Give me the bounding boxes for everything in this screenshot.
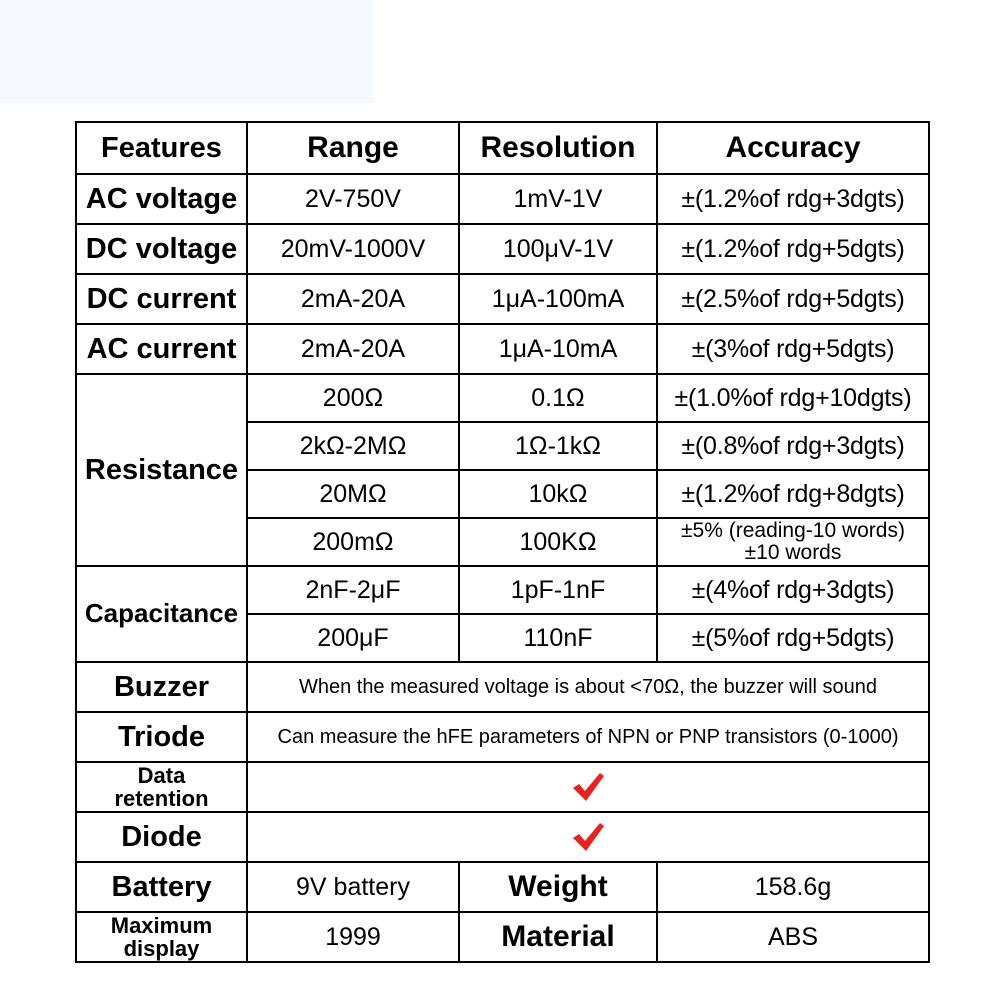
header-features: Features xyxy=(76,122,247,174)
table-row xyxy=(76,324,929,374)
feature-label-line-1: Maximum xyxy=(110,912,213,938)
header-accuracy: Accuracy xyxy=(657,122,929,174)
accuracy-line-2: ±10 words xyxy=(744,541,842,564)
feature-ac-current: AC current xyxy=(76,324,247,374)
table-row xyxy=(76,374,929,422)
accuracy-cell: ±(1.2%of rdg+3dgts) xyxy=(657,174,929,224)
battery-value: 9V battery xyxy=(247,862,459,912)
data-retention-support xyxy=(247,762,929,812)
header-resolution: Resolution xyxy=(459,122,657,174)
resolution-cell: 100μV-1V xyxy=(459,224,657,274)
feature-dc-voltage: DC voltage xyxy=(76,224,247,274)
feature-label-line-2: retention xyxy=(114,786,209,811)
corner-background-block xyxy=(0,0,374,103)
feature-buzzer: Buzzer xyxy=(76,662,247,712)
resolution-cell: 1pF-1nF xyxy=(459,566,657,614)
feature-resistance: Resistance xyxy=(76,374,247,566)
feature-ac-voltage: AC voltage xyxy=(76,174,247,224)
resolution-cell: 10kΩ xyxy=(459,470,657,518)
range-cell: 2nF-2μF xyxy=(247,566,459,614)
resolution-cell: 100KΩ xyxy=(459,518,657,566)
diode-support xyxy=(247,812,929,862)
resolution-cell: 1μA-10mA xyxy=(459,324,657,374)
feature-diode: Diode xyxy=(76,812,247,862)
feature-triode: Triode xyxy=(76,712,247,762)
max-display-value: 1999 xyxy=(247,912,459,962)
triode-description: Can measure the hFE parameters of NPN or PNP transistors (0-1000) xyxy=(247,712,929,762)
spec-table xyxy=(75,121,930,963)
table-row xyxy=(76,712,929,762)
feature-capacitance: Capacitance xyxy=(76,566,247,662)
material-value: ABS xyxy=(657,912,929,962)
resolution-cell: 110nF xyxy=(459,614,657,662)
range-cell: 20mV-1000V xyxy=(247,224,459,274)
range-cell: 20MΩ xyxy=(247,470,459,518)
range-cell: 2mA-20A xyxy=(247,324,459,374)
resolution-cell: 1μA-100mA xyxy=(459,274,657,324)
feature-maximum-display xyxy=(76,912,247,962)
accuracy-cell: ±(4%of rdg+3dgts) xyxy=(657,566,929,614)
accuracy-cell: ±(5%of rdg+5dgts) xyxy=(657,614,929,662)
weight-value: 158.6g xyxy=(657,862,929,912)
table-row xyxy=(76,762,929,812)
range-cell: 200mΩ xyxy=(247,518,459,566)
accuracy-cell xyxy=(657,518,929,566)
feature-dc-current: DC current xyxy=(76,274,247,324)
accuracy-cell: ±(2.5%of rdg+5dgts) xyxy=(657,274,929,324)
table-row xyxy=(76,662,929,712)
range-cell: 2kΩ-2MΩ xyxy=(247,422,459,470)
material-label: Material xyxy=(459,912,657,962)
table-row xyxy=(76,566,929,614)
header-row xyxy=(76,122,929,174)
resolution-cell: 0.1Ω xyxy=(459,374,657,422)
buzzer-description: When the measured voltage is about <70Ω, the buzzer will sound xyxy=(247,662,929,712)
feature-battery: Battery xyxy=(76,862,247,912)
accuracy-cell: ±(1.2%of rdg+8dgts) xyxy=(657,470,929,518)
table-row xyxy=(76,224,929,274)
table-row xyxy=(76,862,929,912)
resolution-cell: 1mV-1V xyxy=(459,174,657,224)
table-row xyxy=(76,812,929,862)
red-checkmark-icon xyxy=(571,821,605,853)
red-checkmark-icon xyxy=(571,771,605,803)
range-cell: 200Ω xyxy=(247,374,459,422)
range-cell: 200μF xyxy=(247,614,459,662)
accuracy-line-1: ±5% (reading-10 words) xyxy=(681,518,905,542)
accuracy-cell: ±(1.0%of rdg+10dgts) xyxy=(657,374,929,422)
table-row xyxy=(76,274,929,324)
feature-label-line-1: Data xyxy=(137,762,186,788)
table-row xyxy=(76,912,929,962)
accuracy-cell: ±(1.2%of rdg+5dgts) xyxy=(657,224,929,274)
resolution-cell: 1Ω-1kΩ xyxy=(459,422,657,470)
range-cell: 2mA-20A xyxy=(247,274,459,324)
weight-label: Weight xyxy=(459,862,657,912)
header-range: Range xyxy=(247,122,459,174)
range-cell: 2V-750V xyxy=(247,174,459,224)
feature-data-retention xyxy=(76,762,247,812)
accuracy-cell: ±(3%of rdg+5dgts) xyxy=(657,324,929,374)
table-row xyxy=(76,174,929,224)
accuracy-cell: ±(0.8%of rdg+3dgts) xyxy=(657,422,929,470)
feature-label-line-2: display xyxy=(123,936,200,961)
